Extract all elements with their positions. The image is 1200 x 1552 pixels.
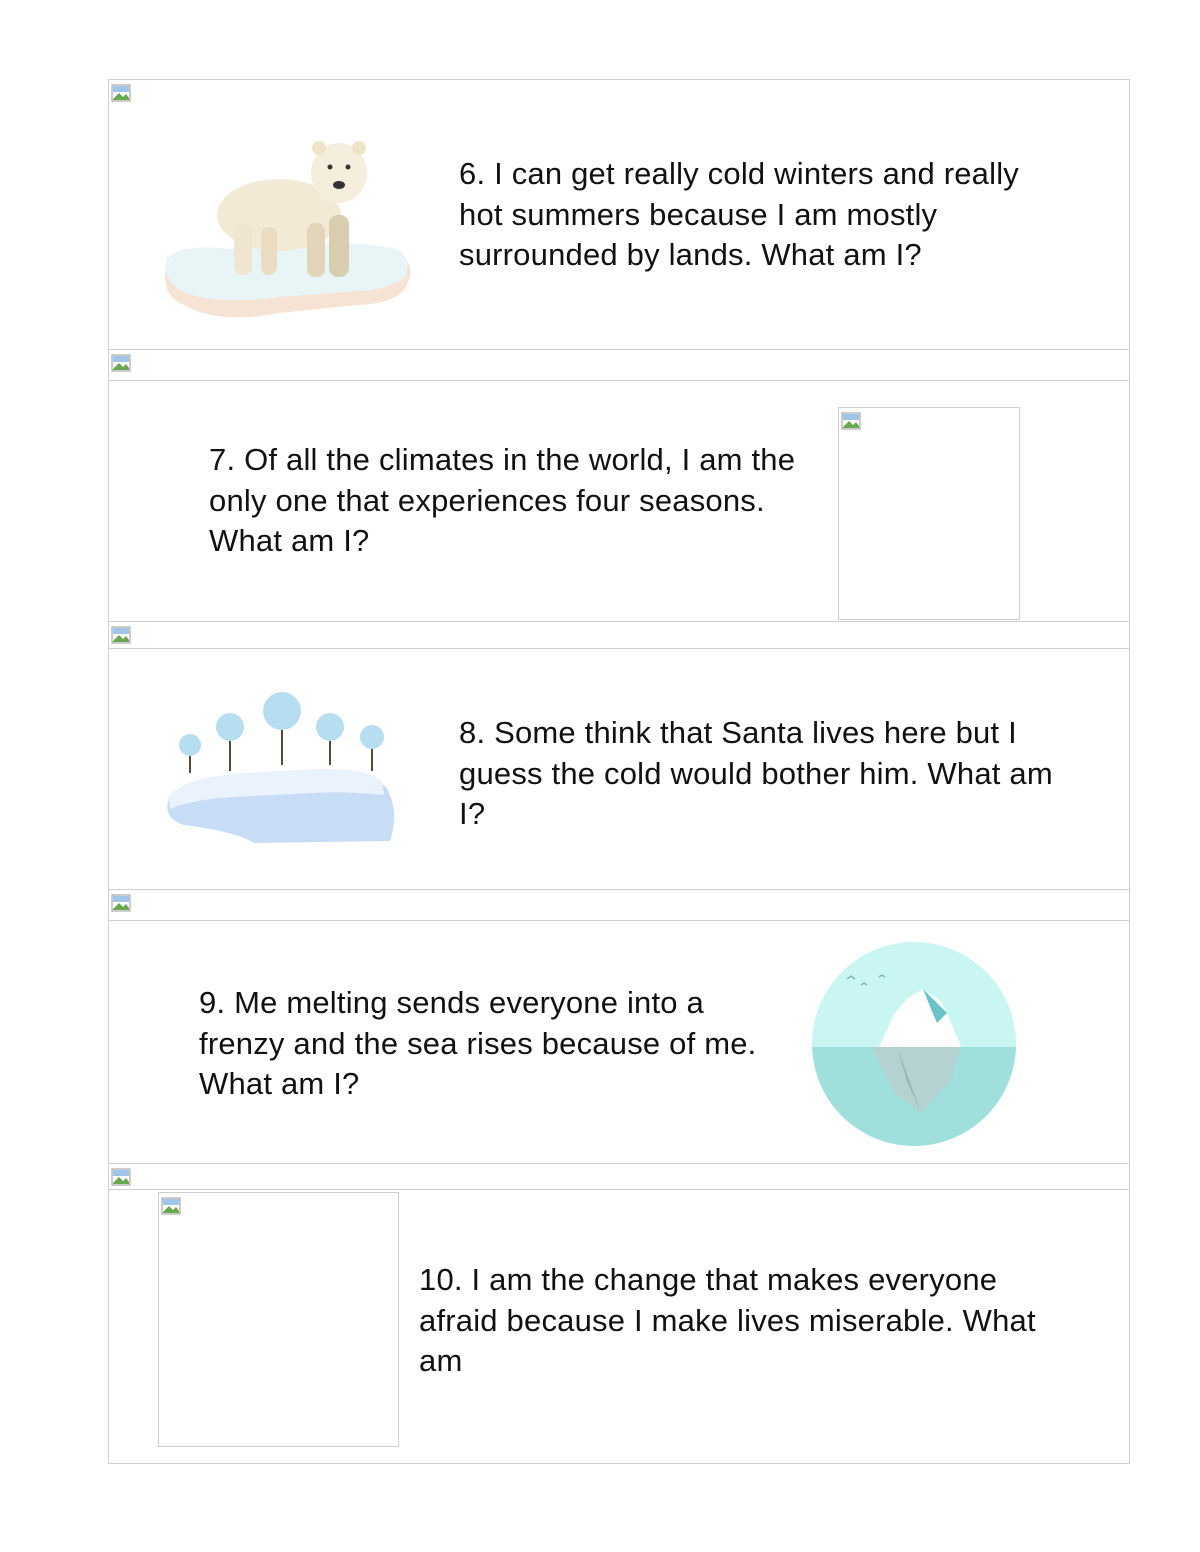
iceberg-icon xyxy=(811,941,1017,1147)
riddle-text-9: 9. Me melting sends everyone into a frenzy and the sea rises because of me. What am I? xyxy=(199,985,757,1101)
riddle-text-10: 10. I am the change that makes everyone afraid because I make lives miserable. What am xyxy=(419,1262,1036,1378)
image-placeholder xyxy=(158,1192,399,1447)
broken-image-icon xyxy=(161,1197,183,1217)
divider-strip xyxy=(108,889,1130,921)
broken-image-icon xyxy=(111,354,133,374)
broken-image-icon xyxy=(111,84,133,104)
broken-image-icon xyxy=(841,412,863,432)
riddle-text-7: 7. Of all the climates in the world, I am the only one that experiences four seasons. What am I? xyxy=(209,442,796,558)
polar-bear-on-ice-icon xyxy=(159,135,419,330)
riddle-text-6: 6. I can get really cold winters and really hot summers because I am mostly surrounded by lands. What am I? xyxy=(459,156,1019,272)
riddle-card-8 xyxy=(108,648,1130,890)
broken-image-icon xyxy=(111,1168,133,1188)
divider-strip xyxy=(108,1163,1130,1190)
riddle-card-9 xyxy=(108,920,1130,1164)
broken-image-icon xyxy=(111,626,133,646)
riddle-card-6 xyxy=(108,79,1130,350)
broken-image-icon xyxy=(111,894,133,914)
riddle-text-8: 8. Some think that Santa lives here but I guess the cold would bother him. What am I? xyxy=(459,715,1053,831)
riddle-card-7 xyxy=(108,380,1130,622)
divider-strip xyxy=(108,349,1130,381)
riddle-card-10 xyxy=(108,1189,1130,1464)
snowy-trees-ice-icon xyxy=(164,691,404,851)
image-placeholder xyxy=(838,407,1020,620)
divider-strip xyxy=(108,621,1130,649)
